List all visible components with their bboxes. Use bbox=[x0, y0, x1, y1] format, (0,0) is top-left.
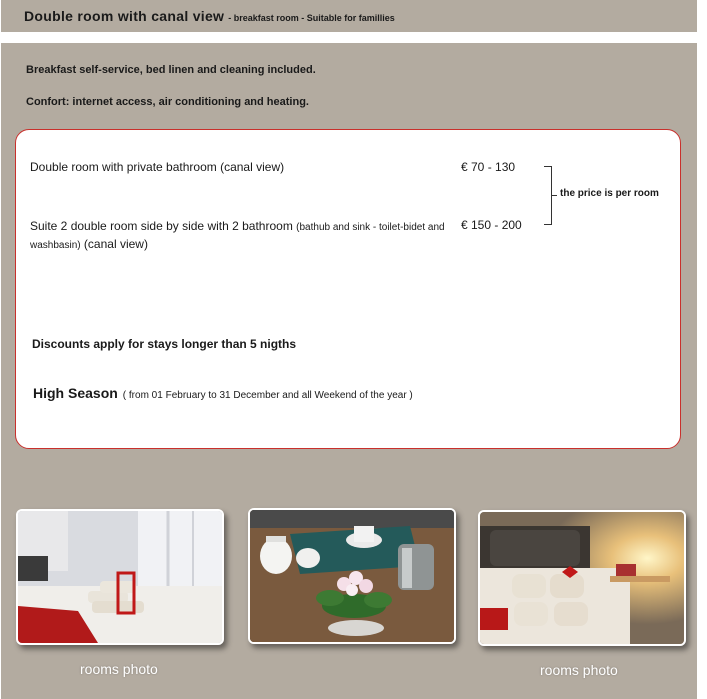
photo-caption-3: rooms photo bbox=[540, 662, 618, 678]
bedroom-towels-image bbox=[18, 511, 222, 643]
room-name-double: Double room with private bathroom (canal view) bbox=[30, 160, 285, 174]
suite-name-main: Suite 2 double room side by side with 2 bathroom bbox=[30, 219, 297, 233]
suite-name-detail: (bathub and sink - toilet-bidet and washbasin) bbox=[30, 222, 445, 251]
room-price-suite: € 150 - 200 bbox=[461, 218, 522, 232]
bed-lamp-image bbox=[480, 512, 684, 644]
room-photo-2[interactable] bbox=[248, 508, 456, 644]
price-bracket-tick bbox=[552, 195, 557, 196]
price-note: the price is per room bbox=[560, 188, 659, 199]
room-photo-3[interactable] bbox=[478, 510, 686, 646]
title-text: Double room with canal view bbox=[24, 8, 225, 24]
season-label: High Season bbox=[33, 385, 118, 401]
price-bracket bbox=[544, 166, 552, 225]
high-season bbox=[33, 385, 413, 403]
included-services: Breakfast self-service, bed linen and cleaning included. bbox=[26, 64, 316, 76]
comfort-features: Confort: internet access, air conditioning and heating. bbox=[26, 96, 309, 108]
room-name-suite bbox=[30, 218, 455, 254]
page-title bbox=[24, 8, 395, 24]
breakfast-table-image bbox=[250, 510, 454, 642]
page-subtitle: - breakfast room - Suitable for famillies bbox=[228, 13, 395, 23]
discount-note: Discounts apply for stays longer than 5 nigths bbox=[32, 337, 297, 351]
suite-name-tail: (canal view) bbox=[80, 237, 148, 251]
room-photo-1[interactable] bbox=[16, 509, 224, 645]
room-price-double: € 70 - 130 bbox=[461, 160, 516, 174]
photo-caption-1: rooms photo bbox=[80, 661, 158, 677]
season-detail: ( from 01 February to 31 December and all Weekend of the year ) bbox=[122, 390, 413, 401]
